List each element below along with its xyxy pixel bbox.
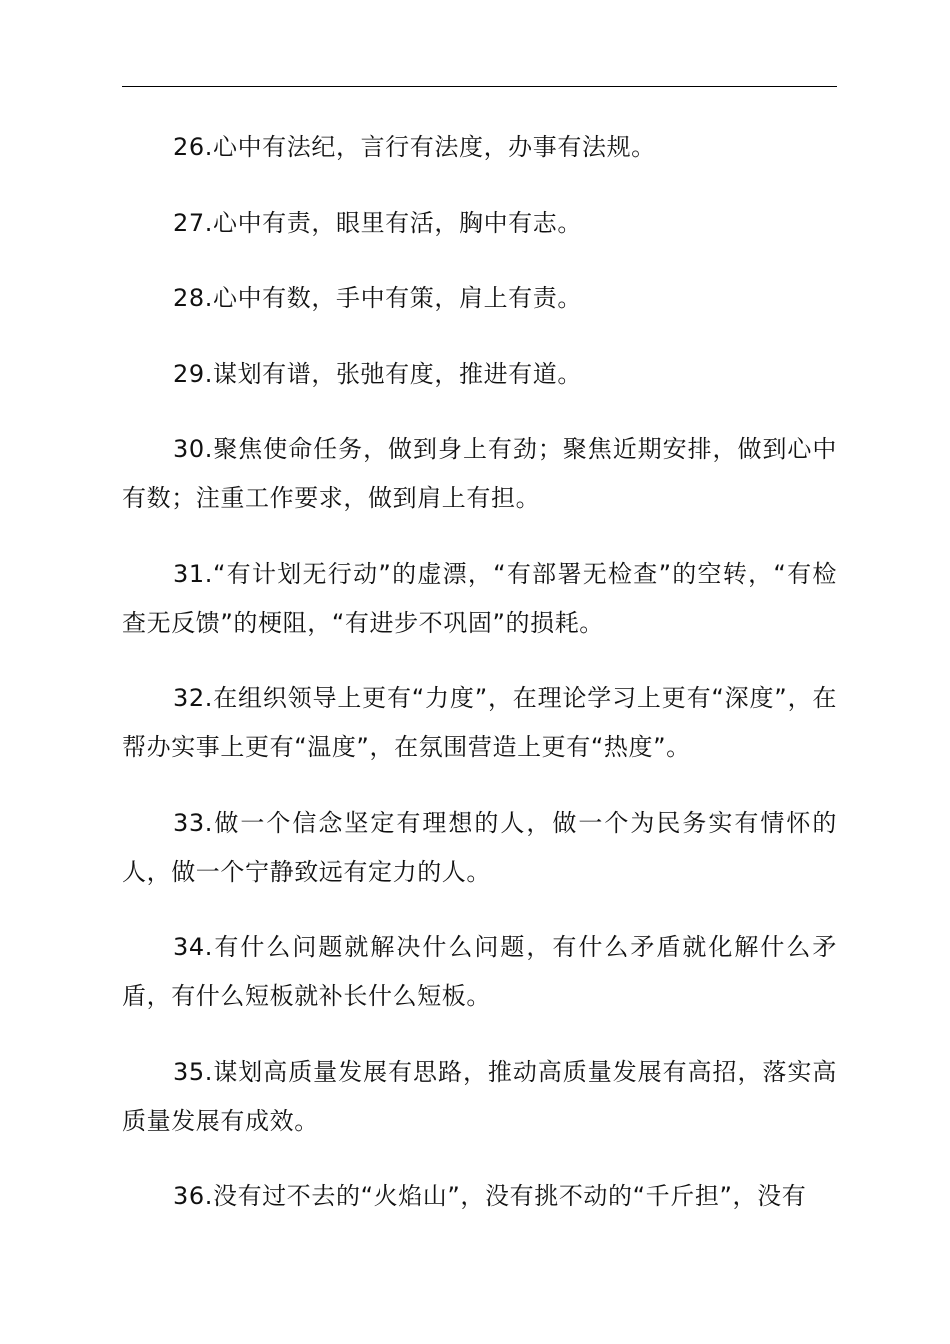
paragraph-29: 29.谋划有谱，张弛有度，推进有道。	[173, 359, 582, 388]
header-rule	[122, 86, 837, 87]
paragraph-30: 30.聚焦使命任务，做到身上有劲；聚焦近期安排，做到心中有数；注重工作要求，做到肩上有担。	[122, 435, 837, 512]
paragraph-31: 31.“有计划无行动”的虚漂，“有部署无检查”的空转，“有检查无反馈”的梗阻，“有进步不巩固”的损耗。	[122, 559, 837, 637]
paragraph-33: 33.做一个信念坚定有理想的人，做一个为民务实有情怀的人，做一个宁静致远有定力的人。	[122, 808, 837, 886]
paragraph-32: 32.在组织领导上更有“力度”，在理论学习上更有“深度”，在帮办实事上更有“温度”，在氛围营造上更有“热度”。	[122, 684, 837, 761]
paragraph-28: 28.心中有数，手中有策，肩上有责。	[173, 284, 582, 312]
paragraph-34: 34.有什么问题就解决什么问题，有什么矛盾就化解什么矛盾，有什么短板就补长什么短板。	[122, 933, 837, 1010]
paragraph-26: 26.心中有法纪，言行有法度，办事有法规。	[173, 133, 656, 161]
document-body	[122, 123, 837, 1248]
paragraph-36: 36.没有过不去的“火焰山”，没有挑不动的“千斤担”，没有	[173, 1182, 807, 1210]
paragraph-35: 35.谋划高质量发展有思路，推动高质量发展有高招，落实高质量发展有成效。	[122, 1057, 837, 1135]
paragraph-27: 27.心中有责，眼里有活，胸中有志。	[173, 208, 582, 237]
